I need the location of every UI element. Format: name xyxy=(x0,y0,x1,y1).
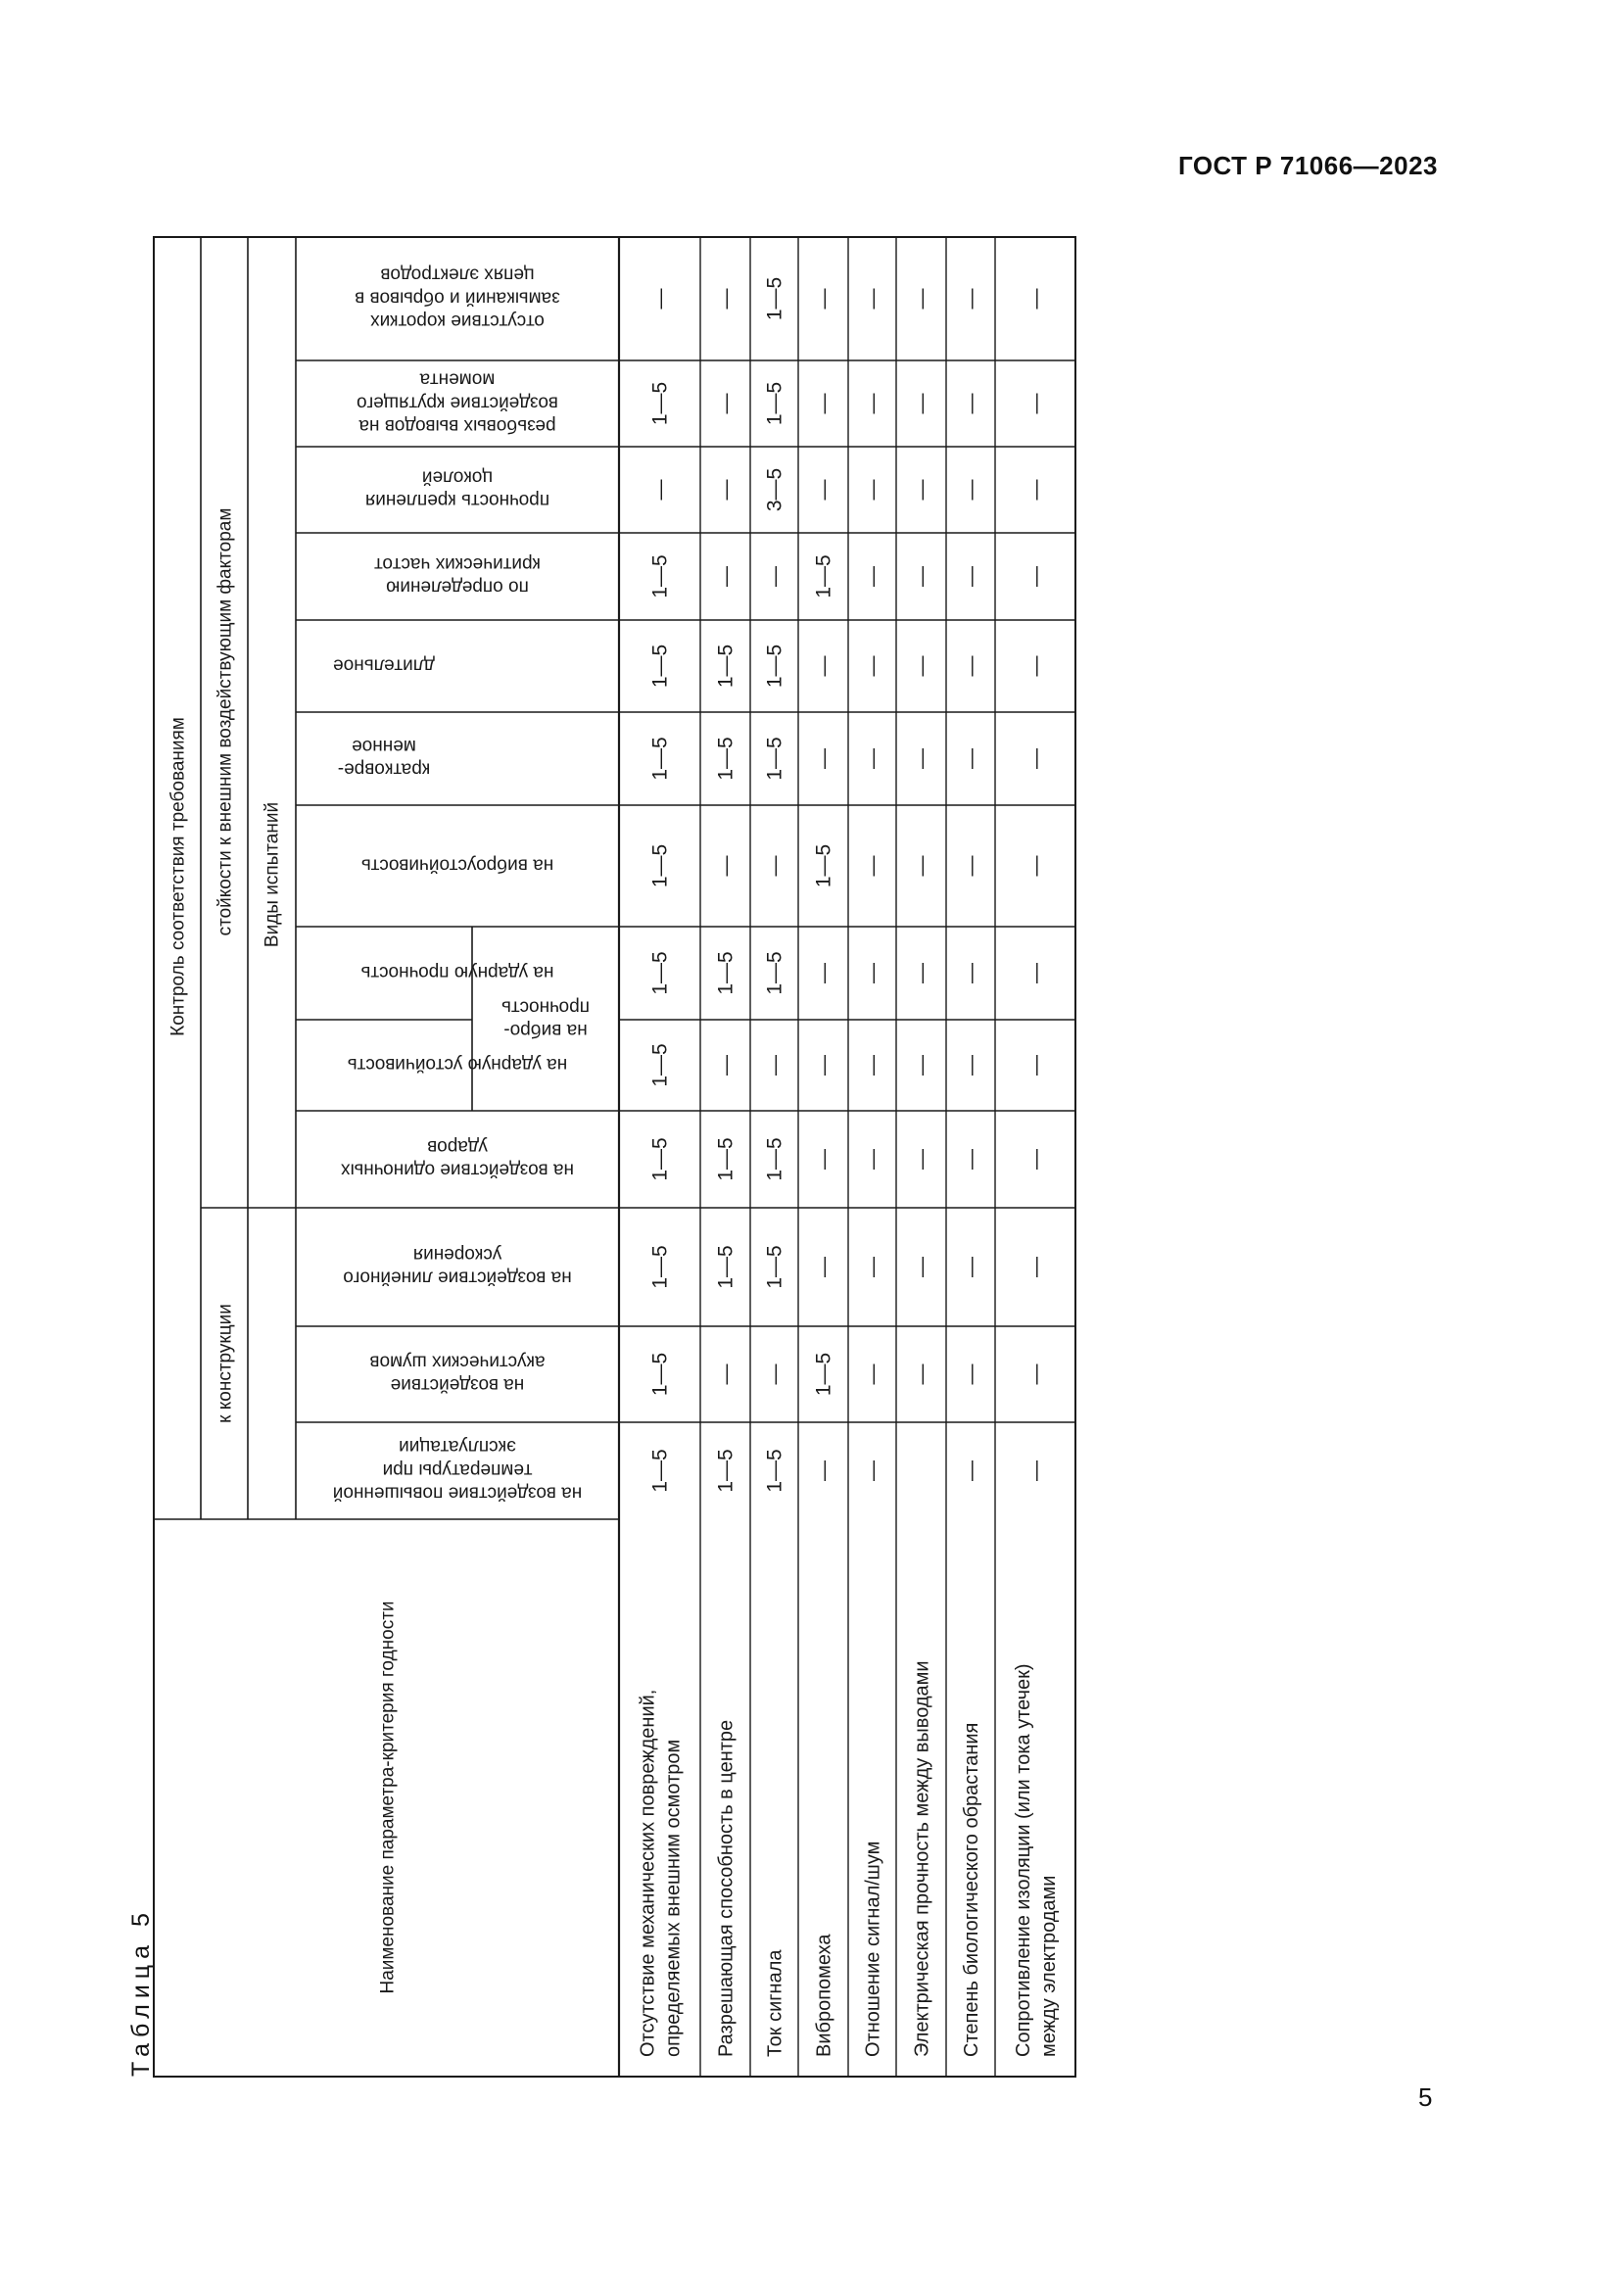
column-header-c2-line: воздействие крутящего xyxy=(357,392,558,413)
cell-value: — xyxy=(763,855,786,877)
cell-value: — xyxy=(910,566,933,587)
cell-value: 1—5 xyxy=(714,644,738,689)
table-cell xyxy=(862,748,884,769)
group-main-label xyxy=(168,717,189,1036)
group-resistance-label xyxy=(215,508,236,936)
table-cell xyxy=(813,394,835,414)
cell-value: — xyxy=(714,393,738,414)
column-header-c4 xyxy=(374,553,541,598)
table-frame xyxy=(154,237,1075,2077)
column-header-c13-line: температуры при xyxy=(382,1459,533,1480)
table-cell xyxy=(1024,1364,1047,1385)
row-header-line: Наименование параметра-критерия годности xyxy=(377,1601,399,1994)
column-header-c2 xyxy=(357,369,558,437)
cell-value: — xyxy=(861,479,884,501)
table-cell xyxy=(960,1055,982,1076)
column-header-c2-line: резьбовых выводов на xyxy=(358,415,556,437)
table-cell xyxy=(960,1460,982,1481)
table-cell xyxy=(862,480,884,501)
cell-value: 1—5 xyxy=(648,1449,672,1493)
table-cell xyxy=(862,856,884,877)
table-cell xyxy=(960,566,982,587)
cell-value: — xyxy=(960,1257,982,1277)
column-header-c1-line: цепях электродов xyxy=(380,263,535,285)
row-name xyxy=(961,1723,982,2057)
column-header-c5 xyxy=(333,654,435,675)
column-header-c13 xyxy=(333,1436,582,1504)
cell-value: — xyxy=(960,855,982,877)
cell-value: 1—5 xyxy=(812,843,835,888)
table-cell xyxy=(715,289,738,310)
cell-value: — xyxy=(763,1363,786,1385)
table-cell xyxy=(960,289,982,310)
column-header-c9 xyxy=(348,1054,568,1075)
table-cell xyxy=(960,1149,982,1170)
table-cell xyxy=(649,382,672,425)
row-name-line: Отсутствие механических повреждений, xyxy=(637,1689,659,2057)
row-name-line: Отношение сигнал/шум xyxy=(862,1841,884,2057)
cell-value: 1—5 xyxy=(763,1245,786,1289)
cell-value: 1—5 xyxy=(812,1352,835,1397)
cell-value: — xyxy=(910,748,933,769)
cell-value: — xyxy=(812,963,835,983)
table-cell xyxy=(911,1149,933,1170)
table-cell xyxy=(715,856,738,877)
vibro-strength-group-label xyxy=(501,996,590,1040)
column-header-c6-line: кратковре- xyxy=(337,758,431,780)
cell-value: — xyxy=(812,393,835,414)
row-name xyxy=(1013,1663,1060,2057)
row-name xyxy=(638,1690,685,2057)
column-header-c9-line: на ударную устойчивость xyxy=(347,1053,568,1075)
table-cell xyxy=(1024,480,1047,501)
cell-value: — xyxy=(960,963,982,983)
table-cell xyxy=(960,963,982,983)
cell-value: 1—5 xyxy=(648,951,672,995)
cell-value: 1—5 xyxy=(763,951,786,995)
column-header-c4-line: критических частот xyxy=(374,552,541,574)
cell-value: — xyxy=(1024,1460,1047,1481)
cell-value: — xyxy=(910,1257,933,1277)
table-cell xyxy=(813,963,835,983)
cell-value: — xyxy=(960,479,982,501)
group-construction-label xyxy=(215,1304,236,1423)
cell-value: — xyxy=(861,393,884,414)
column-header-c13-line: эксплуатации xyxy=(399,1436,516,1458)
table-cell xyxy=(813,1460,835,1481)
table-cell xyxy=(960,856,982,877)
cell-value: — xyxy=(1024,1055,1047,1076)
row-name-line: определяемых внешним осмотром xyxy=(662,1739,685,2057)
column-header-c11 xyxy=(343,1244,571,1288)
cell-value: — xyxy=(960,748,982,769)
table-cell xyxy=(813,554,835,598)
table-cell xyxy=(813,480,835,501)
cell-value: — xyxy=(861,1460,884,1481)
table-cell xyxy=(960,1257,982,1277)
row-name xyxy=(765,1949,786,2057)
table-cell xyxy=(764,856,786,877)
table-cell xyxy=(764,645,786,688)
row-name xyxy=(814,1934,835,2057)
table-cell xyxy=(764,951,786,994)
table-cell xyxy=(1024,656,1047,677)
table-cell xyxy=(862,656,884,677)
table-cell xyxy=(813,1149,835,1170)
table-cell xyxy=(764,277,786,320)
cell-value: — xyxy=(1024,393,1047,414)
table-cell xyxy=(649,1043,672,1086)
table-cell xyxy=(960,480,982,501)
table-cell xyxy=(715,566,738,587)
table-cell xyxy=(960,748,982,769)
column-header-c11-line: на воздействие линейного xyxy=(343,1267,572,1288)
cell-value: — xyxy=(714,1055,738,1076)
table-cell xyxy=(911,656,933,677)
row-name xyxy=(912,1660,933,2057)
table-cell xyxy=(715,1055,738,1076)
cell-value: — xyxy=(1024,748,1047,769)
table-cell xyxy=(649,844,672,887)
table-cell xyxy=(1024,1055,1047,1076)
cell-value: — xyxy=(861,1257,884,1277)
cell-value: — xyxy=(1024,479,1047,501)
column-header-c1-line: замыканий и обрывов в xyxy=(355,287,560,309)
column-header-c12 xyxy=(369,1351,545,1395)
group-tests-label xyxy=(262,802,283,947)
vibro-strength-group-label-line: прочность xyxy=(500,996,591,1018)
cell-value: 1—5 xyxy=(648,843,672,888)
cell-value: — xyxy=(714,855,738,877)
row-name xyxy=(716,1720,738,2057)
cell-value: — xyxy=(763,566,786,587)
column-header-c3-line: цоколей xyxy=(421,466,494,488)
table-label: Таблица 5 xyxy=(127,1907,155,2077)
cell-value: 1—5 xyxy=(763,381,786,426)
table-cell xyxy=(1024,1149,1047,1170)
cell-value: — xyxy=(1024,655,1047,677)
cell-value: — xyxy=(812,1149,835,1170)
cell-value: — xyxy=(910,393,933,414)
column-header-c12-line: на воздействие xyxy=(390,1374,525,1396)
cell-value: — xyxy=(960,393,982,414)
table-cell xyxy=(911,1364,933,1385)
table-cell xyxy=(862,1055,884,1076)
cell-value: 1—5 xyxy=(763,737,786,781)
table-cell xyxy=(813,1257,835,1277)
table-cell xyxy=(862,394,884,414)
cell-value: — xyxy=(1024,855,1047,877)
cell-value: — xyxy=(861,1149,884,1170)
table-cell xyxy=(649,737,672,780)
table-cell xyxy=(960,656,982,677)
cell-value: 1—5 xyxy=(714,1245,738,1289)
row-name-line: Разрешающая способность в центре xyxy=(715,1719,738,2057)
cell-value: 1—5 xyxy=(714,1137,738,1181)
cell-value: 1—5 xyxy=(648,644,672,689)
cell-value: — xyxy=(910,1055,933,1076)
cell-value: — xyxy=(960,1055,982,1076)
row-name-line: Электрическая прочность между выводами xyxy=(911,1660,933,2057)
cell-value: 1—5 xyxy=(648,554,672,598)
cell-value: — xyxy=(861,655,884,677)
cell-value: — xyxy=(714,479,738,501)
table-cell xyxy=(862,566,884,587)
cell-value: — xyxy=(1024,963,1047,983)
table-cell xyxy=(715,737,738,780)
table-cell xyxy=(715,1449,738,1492)
table-cell xyxy=(862,1364,884,1385)
cell-value: 1—5 xyxy=(714,951,738,995)
column-header-c7 xyxy=(361,854,553,875)
column-header-c10-line: ударов xyxy=(427,1135,488,1157)
table-cell xyxy=(911,566,933,587)
column-header-c11-line: ускорения xyxy=(412,1243,502,1265)
table-cell xyxy=(911,963,933,983)
column-header-c2-line: момента xyxy=(419,368,496,390)
table-cell xyxy=(911,1055,933,1076)
table-cell xyxy=(715,480,738,501)
table-cell xyxy=(764,737,786,780)
table-cell xyxy=(764,382,786,425)
table-cell xyxy=(649,1137,672,1180)
table-cell xyxy=(911,480,933,501)
cell-value: — xyxy=(714,288,738,310)
table-cell xyxy=(1024,1257,1047,1277)
cell-value: — xyxy=(861,288,884,310)
row-name-line: между электродами xyxy=(1038,1875,1060,2057)
table-cell xyxy=(862,1460,884,1481)
cell-value: — xyxy=(812,479,835,501)
column-header-c1-line: отсутствие коротких xyxy=(370,311,545,332)
column-header-c6-line: менное xyxy=(352,735,416,756)
table-cell xyxy=(813,1055,835,1076)
table-cell xyxy=(715,394,738,414)
cell-value: — xyxy=(1024,566,1047,587)
table-cell xyxy=(862,1149,884,1170)
row-header xyxy=(378,1601,399,1993)
cell-value: — xyxy=(1024,1257,1047,1277)
cell-value: 3—5 xyxy=(763,467,786,512)
cell-value: 1—5 xyxy=(648,1245,672,1289)
cell-value: 1—5 xyxy=(763,1137,786,1181)
table-cell xyxy=(649,1449,672,1492)
cell-value: 1—5 xyxy=(714,1449,738,1493)
table-cell xyxy=(862,963,884,983)
table-cell xyxy=(1024,289,1047,310)
group-main-label-line: Контроль соответствия требованиям xyxy=(167,717,189,1036)
cell-value: — xyxy=(910,855,933,877)
table-cell xyxy=(960,394,982,414)
cell-value: 1—5 xyxy=(648,737,672,781)
cell-value: — xyxy=(648,479,672,501)
table-cell xyxy=(911,748,933,769)
group-tests-label-line: Виды испытаний xyxy=(262,801,283,948)
column-header-c3 xyxy=(365,466,549,510)
cell-value: — xyxy=(1024,1149,1047,1170)
cell-value: — xyxy=(960,655,982,677)
cell-value: — xyxy=(910,288,933,310)
table-cell xyxy=(649,554,672,598)
cell-value: — xyxy=(812,1460,835,1481)
cell-value: — xyxy=(714,1363,738,1385)
cell-value: — xyxy=(812,748,835,769)
column-header-c6 xyxy=(338,736,430,780)
table-cell xyxy=(715,1245,738,1288)
cell-value: — xyxy=(763,1055,786,1076)
table-cell xyxy=(1024,566,1047,587)
cell-value: — xyxy=(714,566,738,587)
table-cell xyxy=(649,1353,672,1396)
cell-value: — xyxy=(960,288,982,310)
table-cell xyxy=(862,289,884,310)
cell-value: 1—5 xyxy=(763,1449,786,1493)
column-header-c4-line: по определению xyxy=(386,576,529,598)
table-cell xyxy=(715,645,738,688)
cell-value: 1—5 xyxy=(648,1352,672,1397)
cell-value: — xyxy=(648,288,672,310)
cell-value: 1—5 xyxy=(763,644,786,689)
cell-value: 1—5 xyxy=(648,1043,672,1087)
cell-value: — xyxy=(1024,288,1047,310)
group-resistance-label-line: стойкости к внешним воздействующим факторам xyxy=(214,507,236,936)
cell-value: — xyxy=(861,748,884,769)
column-header-c8-line: на ударную прочность xyxy=(360,961,554,982)
cell-value: — xyxy=(861,1363,884,1385)
cell-value: — xyxy=(910,655,933,677)
column-header-c7-line: на виброустойчивость xyxy=(360,854,554,876)
table-cell xyxy=(649,480,672,501)
cell-value: 1—5 xyxy=(714,737,738,781)
page-number: 5 xyxy=(1418,2082,1433,2112)
table-cell xyxy=(649,289,672,310)
table-cell xyxy=(1024,1460,1047,1481)
table-cell xyxy=(715,1137,738,1180)
row-name-line: Сопротивление изоляции (или тока утечек) xyxy=(1013,1663,1034,2057)
table-cell xyxy=(764,1245,786,1288)
table-cell xyxy=(813,844,835,887)
table-cell xyxy=(960,1364,982,1385)
vibro-strength-group-label-line: на вибро- xyxy=(503,1020,588,1041)
cell-value: — xyxy=(812,1055,835,1076)
table-cell xyxy=(1024,394,1047,414)
cell-value: — xyxy=(812,655,835,677)
cell-value: — xyxy=(812,288,835,310)
table-cell xyxy=(1024,856,1047,877)
column-header-c10 xyxy=(341,1136,574,1180)
cell-value: — xyxy=(1024,1363,1047,1385)
table-cell xyxy=(764,1055,786,1076)
cell-value: — xyxy=(960,1460,982,1481)
cell-value: — xyxy=(812,1257,835,1277)
table-cell xyxy=(764,1137,786,1180)
cell-value: — xyxy=(910,1149,933,1170)
cell-value: 1—5 xyxy=(812,554,835,598)
table-cell xyxy=(715,951,738,994)
column-header-c5-line: длительное xyxy=(333,654,435,676)
cell-value: — xyxy=(861,855,884,877)
cell-value: — xyxy=(910,1363,933,1385)
table-cell xyxy=(764,1449,786,1492)
column-header-c1 xyxy=(355,264,560,332)
column-header-c12-line: акустических шумов xyxy=(369,1351,546,1372)
cell-value: 1—5 xyxy=(648,381,672,426)
row-name xyxy=(863,1842,884,2057)
table-cell xyxy=(764,468,786,511)
table-cell xyxy=(715,1364,738,1385)
table-cell xyxy=(911,856,933,877)
column-header-c10-line: на воздействие одиночных xyxy=(341,1159,574,1180)
table-cell xyxy=(764,1364,786,1385)
cell-value: 1—5 xyxy=(763,276,786,321)
table-cell xyxy=(862,1257,884,1277)
cell-value: 1—5 xyxy=(648,1137,672,1181)
table-cell xyxy=(649,951,672,994)
cell-value: — xyxy=(910,963,933,983)
cell-value: — xyxy=(910,479,933,501)
column-header-c3-line: прочность крепления xyxy=(364,490,550,511)
table-cell xyxy=(649,1245,672,1288)
table-cell xyxy=(911,289,933,310)
table-cell xyxy=(911,1257,933,1277)
column-header-c13-line: на воздействие повышенной xyxy=(332,1482,583,1504)
document-code: ГОСТ Р 71066—2023 xyxy=(1177,151,1438,180)
table-cell xyxy=(1024,963,1047,983)
table-cell xyxy=(911,394,933,414)
table-cell xyxy=(1024,748,1047,769)
table-cell xyxy=(813,289,835,310)
table-cell xyxy=(813,656,835,677)
table-cell xyxy=(813,1353,835,1396)
row-name-line: Ток сигнала xyxy=(764,1949,786,2057)
table-cell xyxy=(813,748,835,769)
cell-value: — xyxy=(960,1363,982,1385)
cell-value: — xyxy=(960,566,982,587)
row-name-line: Степень биологического обрастания xyxy=(961,1722,982,2057)
table-cell xyxy=(764,566,786,587)
cell-value: — xyxy=(861,1055,884,1076)
row-name-line: Вибропомеха xyxy=(813,1934,835,2057)
group-construction-label-line: к конструкции xyxy=(214,1304,236,1423)
cell-value: — xyxy=(960,1149,982,1170)
table-cell xyxy=(649,645,672,688)
cell-value: — xyxy=(861,566,884,587)
column-header-c8 xyxy=(360,962,553,982)
cell-value: — xyxy=(861,963,884,983)
